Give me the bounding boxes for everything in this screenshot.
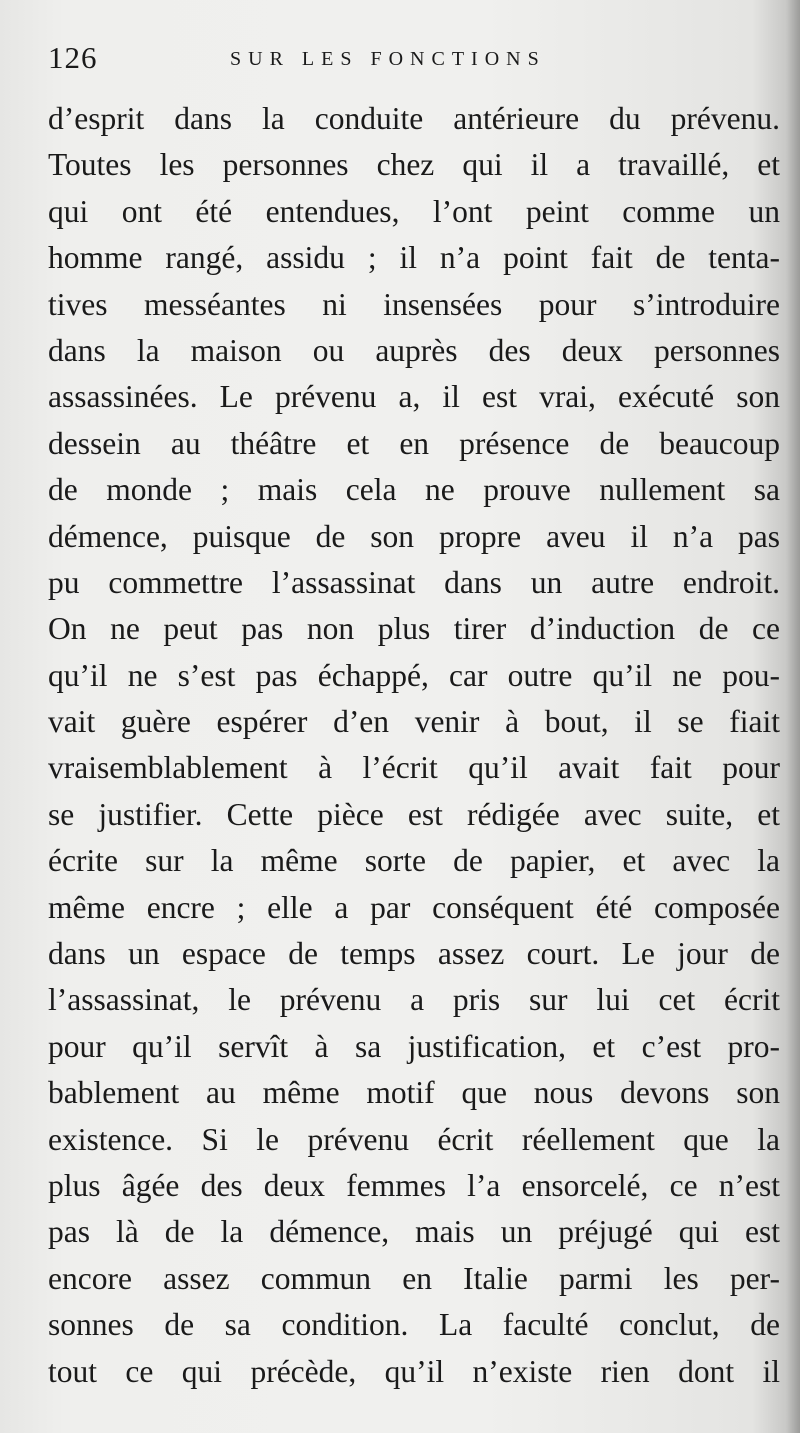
text-line: tout ce qui précède, qu’il n’existe rien dont il [48,1353,780,1389]
body-text [48,96,780,1395]
text-line: existence. Si le prévenu écrit réellement que la [48,1121,780,1157]
text-line: l’assassinat, le prévenu a pris sur lui cet écrit [48,982,780,1018]
text-line: dans la maison ou auprès des deux personnes [48,332,780,368]
running-header [48,38,778,82]
text-line: se justifier. Cette pièce est rédigée avec suite, et [48,796,780,832]
text-line: dans un espace de temps assez court. Le jour de [48,936,780,972]
text-line: On ne peut pas non plus tirer d’induction de ce [48,611,780,647]
text-line: qu’il ne s’est pas échappé, car outre qu’il ne pou- [48,657,780,693]
text-line: bablement au même motif que nous devons son [48,1075,780,1111]
text-line: pas là de la démence, mais un préjugé qui est [48,1214,780,1250]
running-title: SUR LES FONCTIONS [230,48,546,70]
text-line: écrite sur la même sorte de papier, et avec la [48,843,780,879]
text-line: vait guère espérer d’en venir à bout, il se fiait [48,704,780,740]
text-line: pu commettre l’assassinat dans un autre endroit. [48,564,780,600]
text-line: de monde ; mais cela ne prouve nullement sa [48,472,780,508]
text-line: qui ont été entendues, l’ont peint comme un [48,193,780,229]
text-line: Toutes les personnes chez qui il a travaillé, et [48,147,780,183]
text-line: pour qu’il servît à sa justification, et c’est pro- [48,1028,780,1064]
text-line: encore assez commun en Italie parmi les per- [48,1260,780,1296]
text-line: assassinées. Le prévenu a, il est vrai, exécuté son [48,379,780,415]
text-line: homme rangé, assidu ; il n’a point fait de tenta- [48,240,780,276]
text-line: dessein au théâtre et en présence de beaucoup [48,425,780,461]
text-line: d’esprit dans la conduite antérieure du prévenu. [48,101,780,136]
page-number: 126 [48,40,98,75]
text-line: démence, puisque de son propre aveu il n’a pas [48,518,780,554]
text-line: vraisemblablement à l’écrit qu’il avait fait pour [48,750,780,786]
text-line: plus âgée des deux femmes l’a ensorcelé, ce n’est [48,1167,780,1203]
text-line: tives messéantes ni insensées pour s’introduire [48,286,780,322]
text-line: même encre ; elle a par conséquent été composée [48,889,780,925]
text-line: sonnes de sa condition. La faculté conclut, de [48,1307,780,1343]
